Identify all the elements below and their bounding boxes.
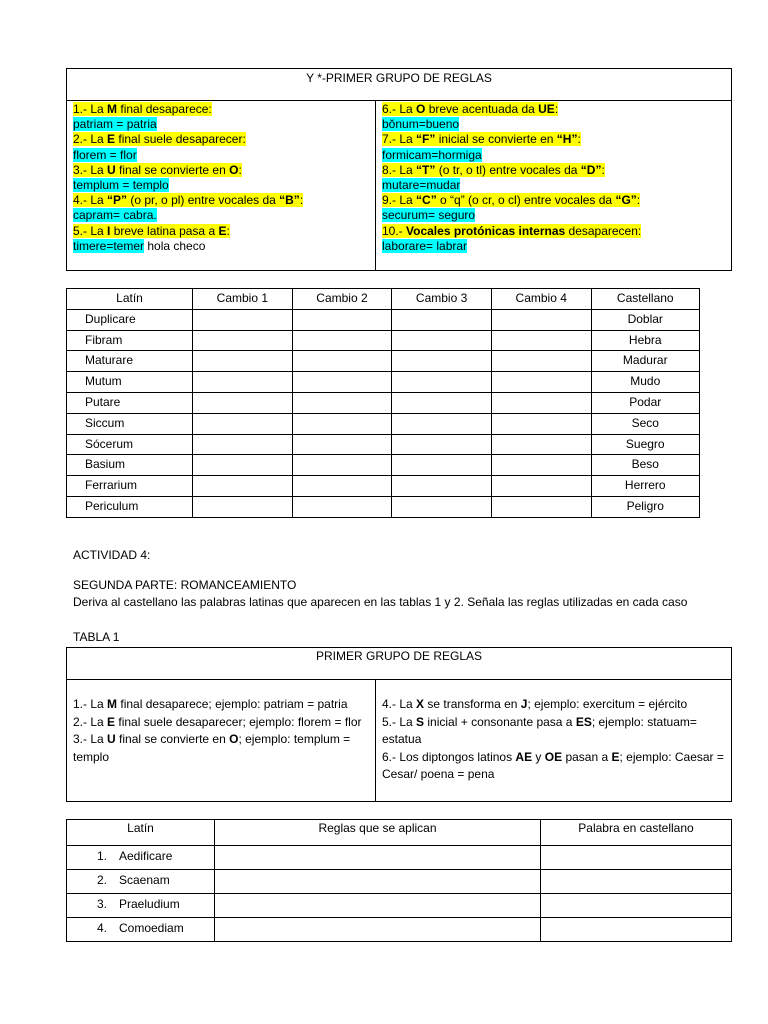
rule-line — [73, 731, 369, 766]
rules-cell[interactable] — [215, 918, 541, 942]
rule-highlight — [382, 102, 558, 116]
latin-word: Periculum — [67, 496, 193, 517]
change-cell[interactable] — [392, 496, 492, 517]
rule-text: ; ejemplo: templum = templo — [73, 732, 351, 764]
latin-word: Scaenam — [119, 873, 170, 887]
change-cell[interactable] — [392, 330, 492, 351]
rule-key-letter: I — [107, 223, 111, 238]
change-cell[interactable] — [193, 309, 293, 330]
change-cell[interactable] — [491, 476, 591, 497]
rule-line — [73, 193, 369, 208]
rule-key-letter: “H” — [556, 132, 578, 147]
table-row — [67, 351, 700, 372]
change-cell[interactable] — [292, 392, 392, 413]
table-row — [67, 455, 700, 476]
rule-highlight — [382, 224, 641, 238]
changes-header-4: Cambio 4 — [491, 289, 591, 310]
extra-text: hola checo — [144, 238, 206, 253]
rule-line — [73, 102, 369, 117]
rule-highlight — [73, 132, 246, 146]
changes-table — [66, 288, 700, 518]
rule-key-letter: “P” — [107, 193, 128, 208]
rule-key-letter: “G” — [615, 193, 637, 208]
change-cell[interactable] — [193, 392, 293, 413]
rule-text: final se convierte en — [115, 162, 230, 177]
rules-table-1 — [66, 68, 732, 271]
change-cell[interactable] — [491, 455, 591, 476]
rule-key-letter: OE — [544, 749, 563, 764]
rule-text: se transforma en — [424, 697, 521, 711]
table-row — [67, 918, 732, 942]
rule-example — [382, 117, 725, 132]
castellano-cell[interactable] — [541, 870, 732, 894]
latin-word: Comoediam — [119, 921, 184, 935]
changes-header-3: Cambio 3 — [392, 289, 492, 310]
rule-highlight — [382, 193, 640, 207]
rule-text: 1.- La — [73, 102, 108, 116]
rule-key-letter: “F” — [416, 132, 436, 147]
change-cell[interactable] — [392, 392, 492, 413]
rule-key-letter: AE — [515, 749, 533, 764]
latin-word: Ferrarium — [67, 476, 193, 497]
castellano-word: Suegro — [591, 434, 699, 455]
example-text: timere=temer — [73, 238, 145, 253]
rule-text: : — [636, 193, 641, 208]
rule-text: 3.- La — [73, 732, 108, 746]
change-cell[interactable] — [491, 392, 591, 413]
castellano-word: Peligro — [591, 496, 699, 517]
table-label: TABLA 1 — [73, 630, 120, 644]
table-row — [67, 434, 700, 455]
change-cell[interactable] — [392, 476, 492, 497]
rule-text: breve acentuada da — [425, 102, 539, 116]
rules-left-column — [67, 101, 376, 271]
rule-text: final desaparece; ejemplo: patriam = patria — [117, 697, 348, 711]
words-header-1: Reglas que se aplican — [215, 820, 541, 846]
table-row — [67, 392, 700, 413]
rule-example — [382, 208, 725, 223]
rule-key-letter: UE — [538, 102, 555, 116]
words-header-0: Latín — [67, 820, 215, 846]
change-cell[interactable] — [292, 496, 392, 517]
change-cell[interactable] — [292, 413, 392, 434]
rules-table-1-title: Y *-PRIMER GRUPO DE REGLAS — [67, 69, 732, 101]
table-row — [67, 476, 700, 497]
list-number: 4. — [97, 921, 108, 935]
change-cell[interactable] — [193, 496, 293, 517]
change-cell[interactable] — [193, 455, 293, 476]
castellano-word: Beso — [591, 455, 699, 476]
rule-text: : — [554, 102, 559, 116]
rule-line — [382, 749, 725, 784]
changes-header-1: Cambio 1 — [193, 289, 293, 310]
rule-highlight — [73, 102, 212, 116]
latin-word: Praeludium — [119, 897, 180, 911]
rule-line — [382, 132, 725, 147]
table-row — [67, 372, 700, 393]
rule-line — [382, 102, 725, 117]
rule-key-letter: O — [229, 732, 239, 746]
rules2-left-column — [67, 680, 376, 802]
rule-text: (o pr, o pl) entre vocales da — [127, 193, 280, 208]
rule-example — [382, 148, 725, 163]
rule-text: 2.- La — [73, 714, 108, 729]
rule-key-letter: U — [107, 162, 116, 177]
rule-text: 7.- La — [382, 132, 417, 147]
activity-heading: ACTIVIDAD 4: — [73, 548, 151, 562]
rule-text: (o tr, o tl) entre vocales da — [435, 162, 581, 177]
rule-key-letter: X — [416, 697, 425, 711]
rule-highlight — [73, 163, 242, 177]
latin-word: Fibram — [67, 330, 193, 351]
rule-line — [382, 193, 725, 208]
rule-line — [382, 224, 725, 239]
rule-example — [73, 178, 369, 193]
rule-text: 5.- La — [73, 223, 108, 238]
rule-example — [73, 208, 369, 223]
change-cell[interactable] — [491, 351, 591, 372]
change-cell[interactable] — [193, 330, 293, 351]
change-cell[interactable] — [392, 413, 492, 434]
castellano-word: Herrero — [591, 476, 699, 497]
words-table — [66, 819, 732, 942]
latin-word: Sócerum — [67, 434, 193, 455]
example-text: securum= seguro — [382, 208, 476, 223]
rule-highlight — [73, 193, 303, 207]
change-cell[interactable] — [491, 330, 591, 351]
change-cell[interactable] — [292, 476, 392, 497]
table-row — [67, 309, 700, 330]
rule-text: 4.- La — [73, 193, 108, 208]
change-cell[interactable] — [292, 434, 392, 455]
rule-line — [73, 132, 369, 147]
castellano-cell[interactable] — [541, 894, 732, 918]
rule-line — [73, 714, 369, 732]
example-text: patriam = patria — [73, 117, 157, 132]
rule-key-letter: “C” — [416, 193, 437, 208]
change-cell[interactable] — [491, 309, 591, 330]
rule-text: o “q” (o cr, o cl) entre vocales da — [436, 193, 616, 208]
change-cell[interactable] — [193, 476, 293, 497]
latin-word: Duplicare — [67, 309, 193, 330]
rule-text: 9.- La — [382, 193, 417, 208]
latin-word-cell — [67, 846, 215, 870]
rules-table-2-title: PRIMER GRUPO DE REGLAS — [67, 648, 732, 680]
castellano-word: Doblar — [591, 309, 699, 330]
rule-key-letter: O — [416, 102, 426, 116]
list-number: 1. — [97, 849, 108, 863]
example-text: templum = templo — [73, 178, 169, 193]
rule-text: : — [238, 162, 242, 177]
change-cell[interactable] — [491, 434, 591, 455]
rule-text: 6.- Los diptongos latinos — [382, 749, 516, 764]
table-row — [67, 870, 732, 894]
rule-text: 8.- La — [382, 162, 417, 177]
rule-text: inicial se convierte en — [435, 132, 557, 147]
castellano-cell[interactable] — [541, 918, 732, 942]
rule-text: 3.- La — [73, 162, 108, 177]
rules-table-2 — [66, 647, 732, 802]
table-row — [67, 330, 700, 351]
rule-text: y — [532, 749, 545, 764]
rule-example — [73, 239, 369, 254]
change-cell[interactable] — [392, 455, 492, 476]
rule-key-letter: Vocales protónicas internas — [406, 223, 566, 238]
table-row — [67, 413, 700, 434]
rules-cell[interactable] — [215, 870, 541, 894]
change-cell[interactable] — [292, 351, 392, 372]
rule-key-letter: ES — [575, 714, 592, 729]
rule-key-letter: J — [520, 697, 528, 711]
rule-line — [73, 696, 369, 714]
rule-text: : — [577, 132, 581, 147]
change-cell[interactable] — [392, 309, 492, 330]
table-row — [67, 894, 732, 918]
example-text: formicam=hormiga — [382, 147, 482, 162]
rule-text: ; ejemplo: exercitum = ejército — [527, 697, 688, 711]
rule-line — [382, 696, 725, 714]
example-text: laborare= labrar — [382, 238, 468, 253]
rule-text: final desaparece: — [117, 102, 212, 116]
rule-key-letter: “B” — [279, 193, 300, 208]
rules-right-column — [376, 101, 732, 271]
rule-key-letter: U — [107, 732, 116, 746]
rule-line — [382, 163, 725, 178]
rules2-right-column — [376, 680, 732, 802]
rule-key-letter: M — [107, 697, 118, 711]
change-cell[interactable] — [392, 434, 492, 455]
latin-word-cell — [67, 894, 215, 918]
instructions: Deriva al castellano las palabras latinas que aparecen en las tablas 1 y 2. Señala las reglas utilizadas en cada caso — [73, 595, 688, 609]
castellano-word: Seco — [591, 413, 699, 434]
rule-key-letter: E — [611, 749, 620, 764]
rule-example — [382, 239, 725, 254]
latin-word: Maturare — [67, 351, 193, 372]
castellano-word: Mudo — [591, 372, 699, 393]
rule-line — [382, 714, 725, 749]
change-cell[interactable] — [292, 330, 392, 351]
rule-text: breve latina pasa a — [110, 223, 219, 238]
change-cell[interactable] — [292, 372, 392, 393]
rule-text: final suele desaparecer: — [115, 132, 246, 147]
rule-text: 10.- — [382, 223, 407, 238]
example-text: mutare=mudar — [382, 178, 461, 193]
rule-key-letter: M — [107, 102, 118, 116]
example-text: florem = flor — [73, 147, 137, 162]
latin-word: Siccum — [67, 413, 193, 434]
rules-cell[interactable] — [215, 894, 541, 918]
latin-word: Basium — [67, 455, 193, 476]
rule-text: : — [226, 223, 230, 238]
example-text: capram= cabra. — [73, 208, 157, 223]
change-cell[interactable] — [193, 434, 293, 455]
rule-key-letter: O — [229, 162, 239, 177]
change-cell[interactable] — [491, 372, 591, 393]
castellano-word: Podar — [591, 392, 699, 413]
change-cell[interactable] — [292, 309, 392, 330]
rule-key-letter: E — [218, 223, 227, 238]
rule-highlight — [382, 163, 605, 177]
change-cell[interactable] — [193, 372, 293, 393]
changes-header-2: Cambio 2 — [292, 289, 392, 310]
change-cell[interactable] — [491, 413, 591, 434]
rule-example — [73, 117, 369, 132]
example-text: bŏnum=bueno — [382, 117, 460, 132]
rule-text: inicial + consonante pasa a — [424, 714, 576, 729]
rule-text: 6.- La — [382, 102, 417, 116]
table-row — [67, 496, 700, 517]
rule-key-letter: “T” — [416, 162, 436, 177]
table-row — [67, 846, 732, 870]
rule-text: 4.- La — [382, 697, 417, 711]
rule-key-letter: S — [416, 714, 425, 729]
rule-example — [382, 178, 725, 193]
list-number: 3. — [97, 897, 108, 911]
rule-text: 5.- La — [382, 714, 417, 729]
rule-line — [73, 224, 369, 239]
rule-key-letter: E — [107, 132, 116, 147]
latin-word: Mutum — [67, 372, 193, 393]
rule-text: ; ejemplo: statuam= estatua — [382, 714, 697, 746]
rule-highlight — [73, 224, 230, 238]
rule-text: desaparecen: — [565, 223, 642, 238]
rule-text: pasan a — [562, 749, 612, 764]
rule-example — [73, 148, 369, 163]
latin-word: Aedificare — [119, 849, 173, 863]
rule-text: 1.- La — [73, 697, 108, 711]
rule-highlight — [382, 132, 581, 146]
rule-text: final se convierte en — [115, 732, 230, 746]
rules-cell[interactable] — [215, 846, 541, 870]
changes-header-0: Latín — [67, 289, 193, 310]
part-heading: SEGUNDA PARTE: ROMANCEAMIENTO — [73, 578, 297, 592]
castellano-word: Hebra — [591, 330, 699, 351]
latin-word-cell — [67, 918, 215, 942]
castellano-word: Madurar — [591, 351, 699, 372]
rule-key-letter: “D” — [580, 162, 602, 177]
rule-text: ; ejemplo: Caesar = Cesar/ poena = pena — [382, 749, 724, 781]
change-cell[interactable] — [193, 351, 293, 372]
rule-text: : — [299, 193, 304, 208]
change-cell[interactable] — [392, 351, 492, 372]
rule-key-letter: E — [107, 714, 116, 729]
words-header-2: Palabra en castellano — [541, 820, 732, 846]
change-cell[interactable] — [292, 455, 392, 476]
latin-word: Putare — [67, 392, 193, 413]
list-number: 2. — [97, 873, 108, 887]
rule-text: 2.- La — [73, 132, 108, 147]
change-cell[interactable] — [491, 496, 591, 517]
castellano-cell[interactable] — [541, 846, 732, 870]
change-cell[interactable] — [193, 413, 293, 434]
change-cell[interactable] — [392, 372, 492, 393]
changes-header-5: Castellano — [591, 289, 699, 310]
latin-word-cell — [67, 870, 215, 894]
rule-text: final suele desaparecer; ejemplo: florem = flor — [115, 714, 362, 729]
rule-text: : — [601, 162, 605, 177]
rule-line — [73, 163, 369, 178]
